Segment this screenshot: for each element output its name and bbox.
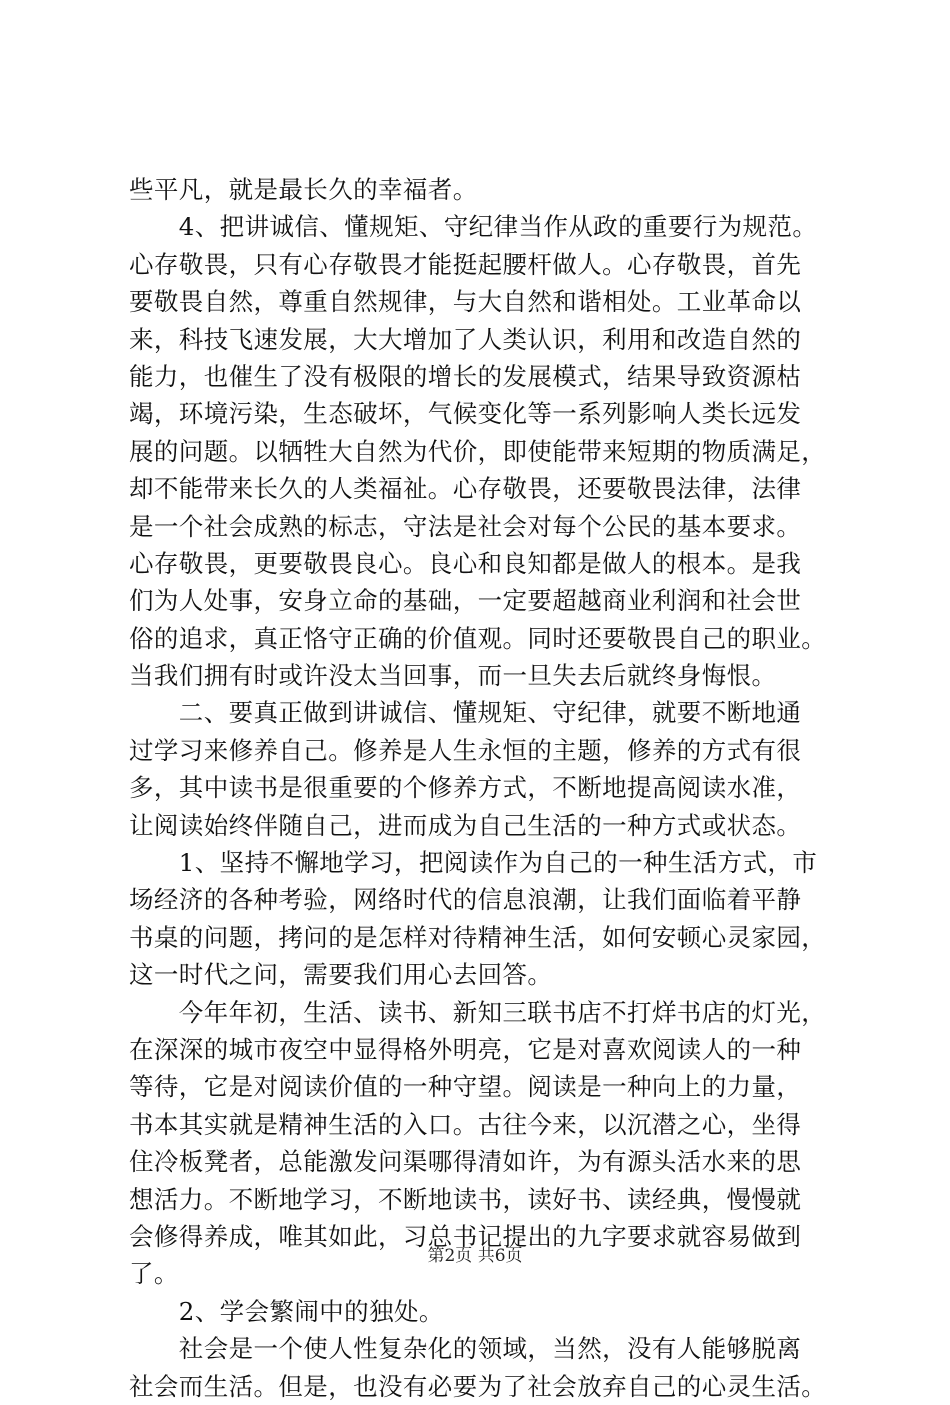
text-line: 这一时代之问，需要我们用心去回答。: [129, 960, 553, 990]
text-line: 多，其中读书是很重要的个修养方式，不断地提高阅读水准，: [129, 773, 802, 803]
text-line: 能力，也催生了没有极限的增长的发展模式，结果导致资源枯: [129, 361, 802, 391]
text-line: 会修得养成，唯其如此，习总书记提出的九字要求就容易做到: [129, 1221, 802, 1251]
text-line: 社会而生活。但是，也没有必要为了社会放弃自己的心灵生活。: [129, 1371, 827, 1401]
body-text: [129, 171, 829, 1405]
text-line: 心存敬畏，只有心存敬畏才能挺起腰杆做人。心存敬畏，首先: [129, 249, 802, 279]
text-line: 书本其实就是精神生活的入口。古往今来，以沉潜之心，坐得: [129, 1109, 802, 1139]
text-line: 过学习来修养自己。修养是人生永恒的主题，修养的方式有很: [129, 735, 802, 765]
text-line: 场经济的各种考验，网络时代的信息浪潮，让我们面临着平静: [129, 885, 802, 915]
page-footer: 第2页 共6页: [427, 1246, 523, 1266]
text-line: 书桌的问题，拷问的是怎样对待精神生活，如何安顿心灵家园，: [129, 922, 827, 952]
text-line: 当我们拥有时或许没太当回事，而一旦失去后就终身悔恨。: [129, 661, 777, 691]
text-line: 却不能带来长久的人类福祉。心存敬畏，还要敬畏法律，法律: [129, 474, 802, 504]
text-line: 4、把讲诚信、懂规矩、守纪律当作从政的重要行为规范。: [129, 212, 818, 242]
text-line: 在深深的城市夜空中显得格外明亮，它是对喜欢阅读人的一种: [129, 1034, 802, 1064]
text-line: 今年年初，生活、读书、新知三联书店不打烊书店的灯光，: [129, 997, 827, 1027]
text-line: 们为人处事，安身立命的基础，一定要超越商业利润和社会世: [129, 586, 802, 616]
text-line: 心存敬畏，更要敬畏良心。良心和良知都是做人的根本。是我: [129, 548, 802, 578]
text-line: 俗的追求，真正恪守正确的价值观。同时还要敬畏自己的职业。: [129, 623, 827, 653]
text-line: 些平凡，就是最长久的幸福者。: [129, 175, 478, 204]
text-line: 1、坚持不懈地学习，把阅读作为自己的一种生活方式，市: [129, 848, 818, 878]
text-line: 竭，环境污染，生态破坏，气候变化等一系列影响人类长远发: [129, 399, 802, 429]
text-line: 想活力。不断地学习，不断地读书，读好书、读经典，慢慢就: [129, 1184, 802, 1214]
text-line: 住冷板凳者，总能激发问渠哪得清如许，为有源头活水来的思: [129, 1147, 802, 1177]
text-line: 二、要真正做到讲诚信、懂规矩、守纪律，就要不断地通: [129, 698, 802, 728]
text-line: 要敬畏自然，尊重自然规律，与大自然和谐相处。工业革命以: [129, 287, 802, 317]
text-line: 了。: [129, 1259, 179, 1289]
text-line: 展的问题。以牺牲大自然为代价，即使能带来短期的物质满足，: [129, 436, 827, 466]
text-line: 社会是一个使人性复杂化的领域，当然，没有人能够脱离: [129, 1334, 802, 1364]
text-line: 让阅读始终伴随自己，进而成为自己生活的一种方式或状态。: [129, 810, 802, 840]
text-line: 2、学会繁闹中的独处。: [129, 1296, 444, 1326]
text-line: 是一个社会成熟的标志，守法是社会对每个公民的基本要求。: [129, 511, 802, 541]
text-line: 等待，它是对阅读价值的一种守望。阅读是一种向上的力量，: [129, 1072, 802, 1102]
text-line: 来，科技飞速发展，大大增加了人类认识，利用和改造自然的: [129, 324, 802, 354]
